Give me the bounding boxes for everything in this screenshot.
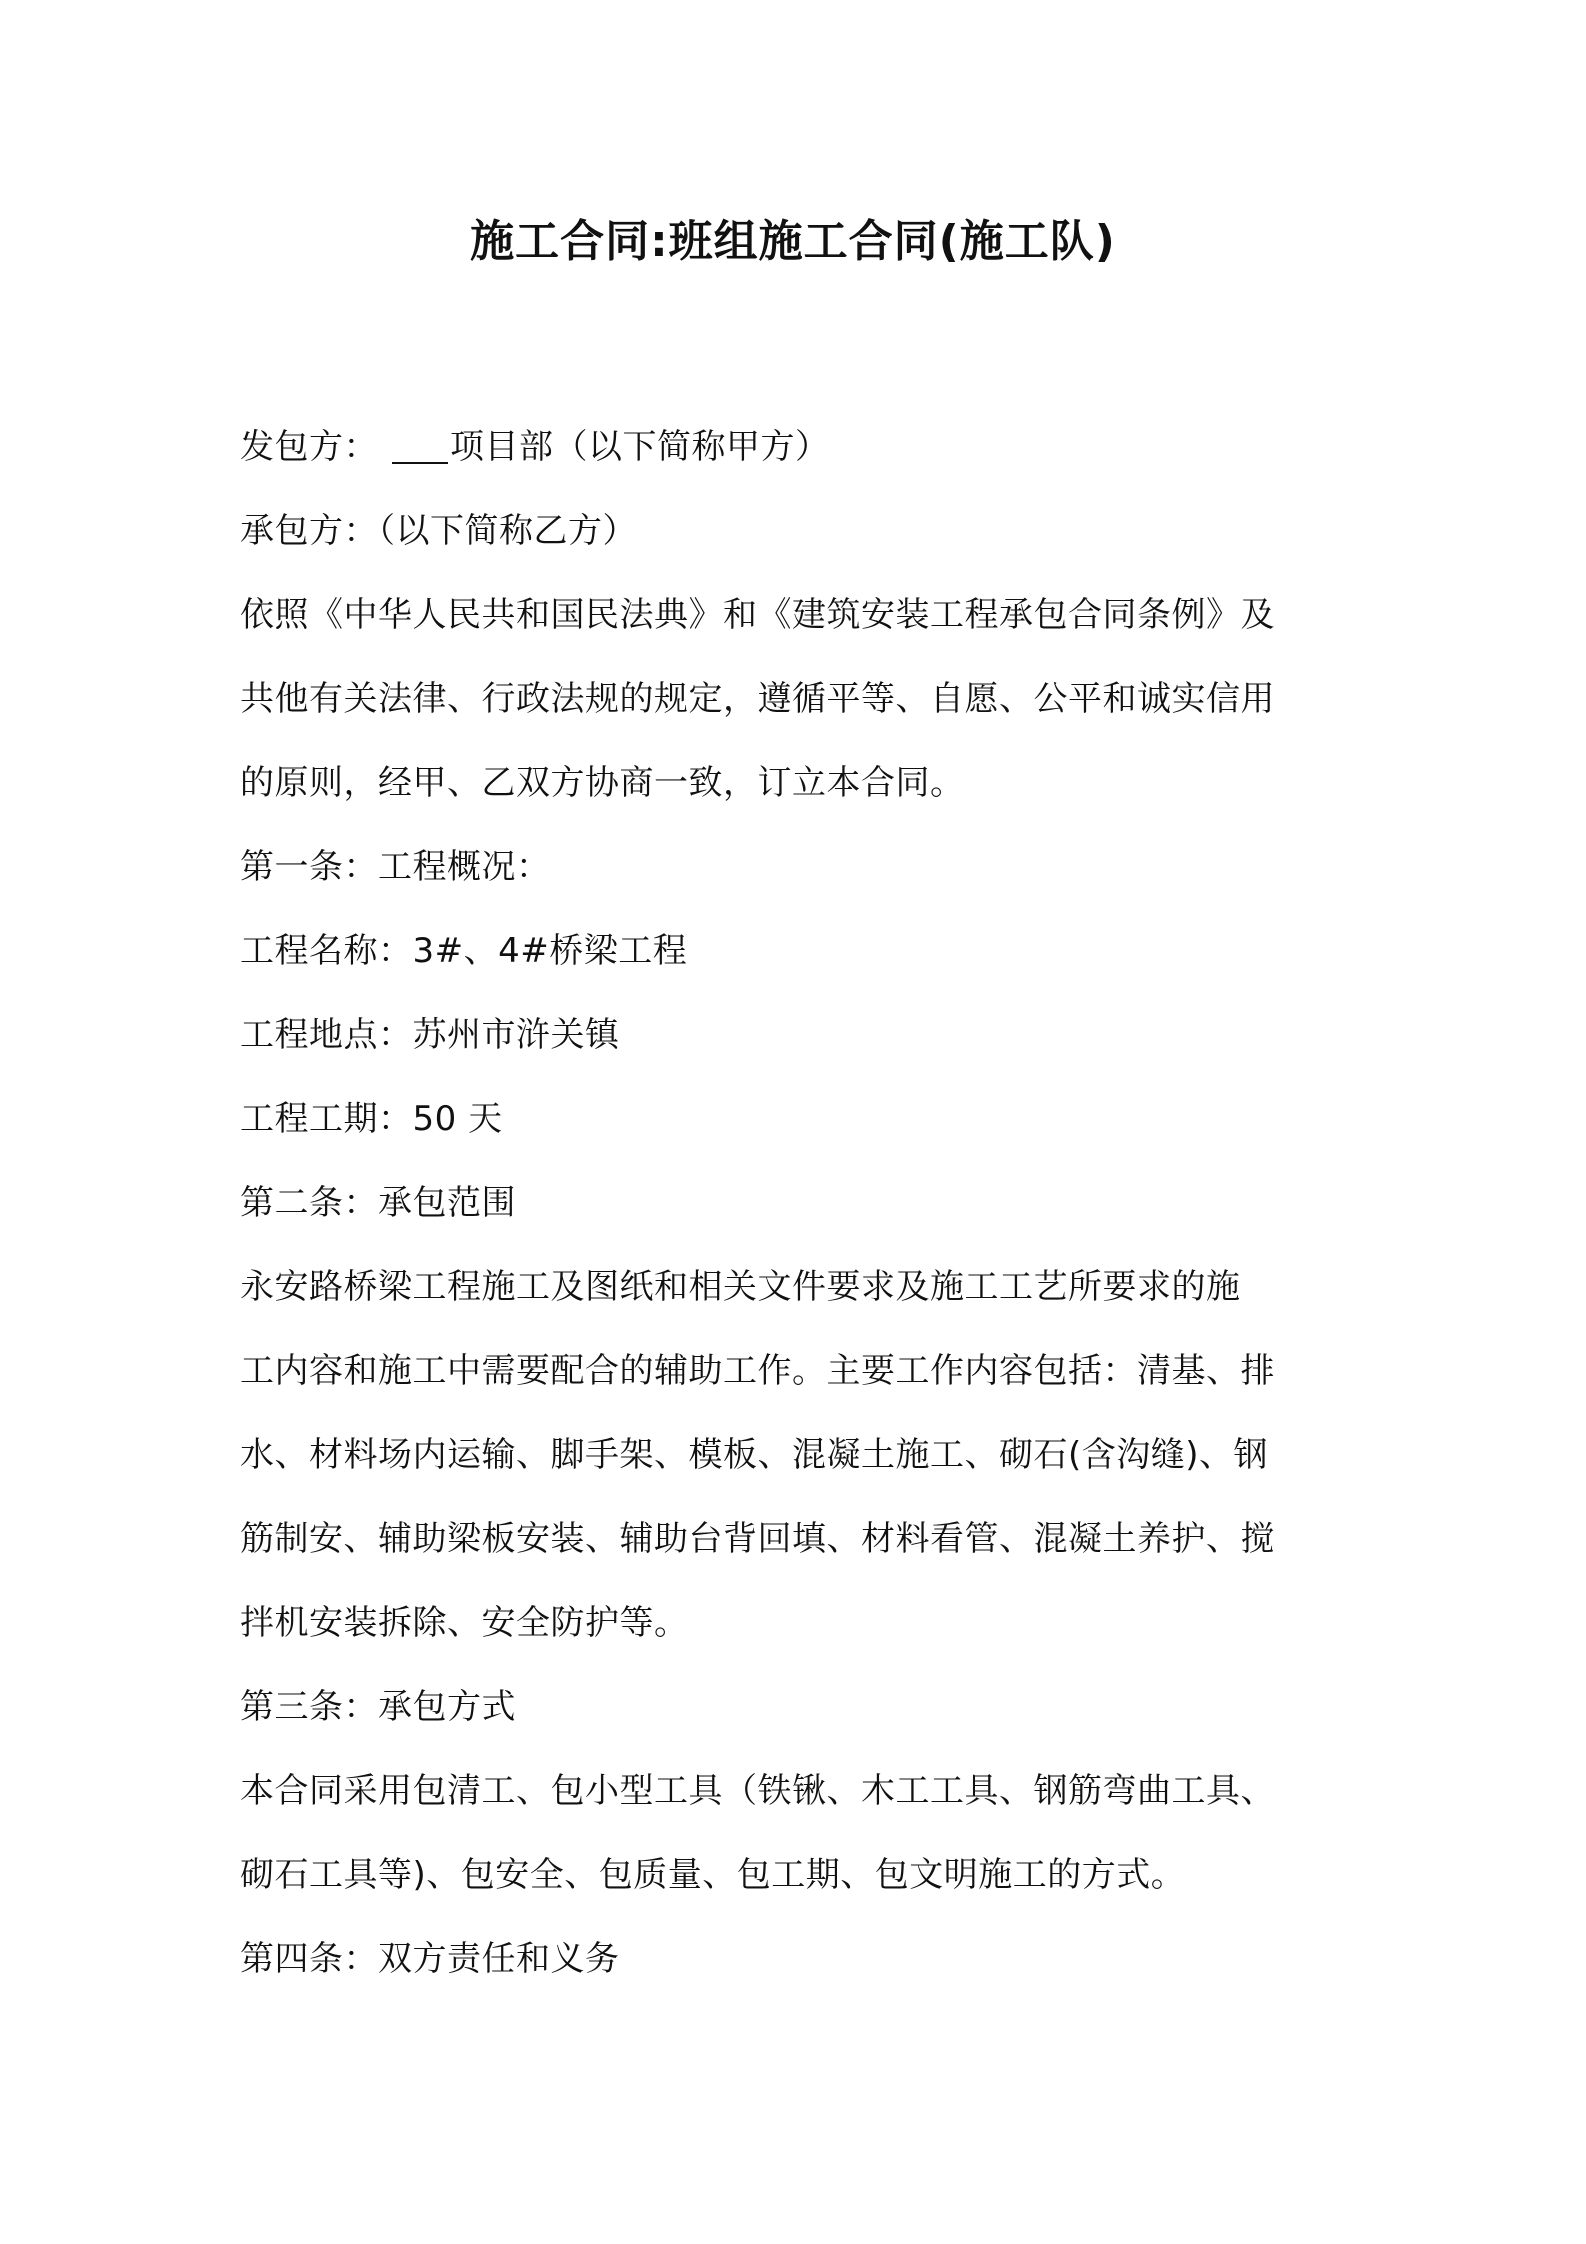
scope-line-4: 筋制安、辅助梁板安装、辅助台背回填、材料看管、混凝土养护、搅 — [240, 1519, 1275, 1559]
scope-line-1: 永安路桥梁工程施工及图纸和相关文件要求及施工工艺所要求的施 — [240, 1267, 1241, 1307]
project-location: 工程地点：苏州市浒关镇 — [240, 1015, 620, 1055]
preamble-line-2: 共他有关法律、行政法规的规定，遵循平等、自愿、公平和诚实信用 — [240, 679, 1275, 719]
employer-line — [240, 405, 1360, 489]
article4-heading: 第四条：双方责任和义务 — [240, 1939, 620, 1979]
project-name: 工程名称：3#、4#桥梁工程 — [240, 931, 688, 971]
article3-heading: 第三条：承包方式 — [240, 1687, 516, 1727]
employer-description: 项目部（以下简称甲方） — [450, 427, 830, 467]
contractor-line: 承包方：（以下简称乙方） — [240, 511, 637, 551]
method-line-2: 砌石工具等)、包安全、包质量、包工期、包文明施工的方式。 — [240, 1855, 1186, 1895]
method-line-1: 本合同采用包清工、包小型工具（铁锹、木工工具、钢筋弯曲工具、 — [240, 1771, 1275, 1811]
employer-label: 发包方： — [240, 427, 378, 467]
preamble-line-3: 的原则，经甲、乙双方协商一致，订立本合同。 — [240, 763, 965, 803]
document-body — [240, 405, 1360, 2001]
document-title: 施工合同:班组施工合同(施工队) — [470, 216, 1116, 267]
employer-blank-field — [392, 422, 448, 464]
scope-line-5: 拌机安装拆除、安全防护等。 — [240, 1603, 689, 1643]
article1-heading: 第一条：工程概况： — [240, 847, 551, 887]
article2-heading: 第二条：承包范围 — [240, 1183, 516, 1223]
scope-line-3: 水、材料场内运输、脚手架、模板、混凝土施工、砌石(含沟缝)、钢 — [240, 1435, 1269, 1475]
scope-line-2: 工内容和施工中需要配合的辅助工作。主要工作内容包括：清基、排 — [240, 1351, 1275, 1391]
project-duration: 工程工期：50 天 — [240, 1099, 503, 1139]
preamble-line-1: 依照《中华人民共和国民法典》和《建筑安装工程承包合同条例》及 — [240, 595, 1275, 635]
